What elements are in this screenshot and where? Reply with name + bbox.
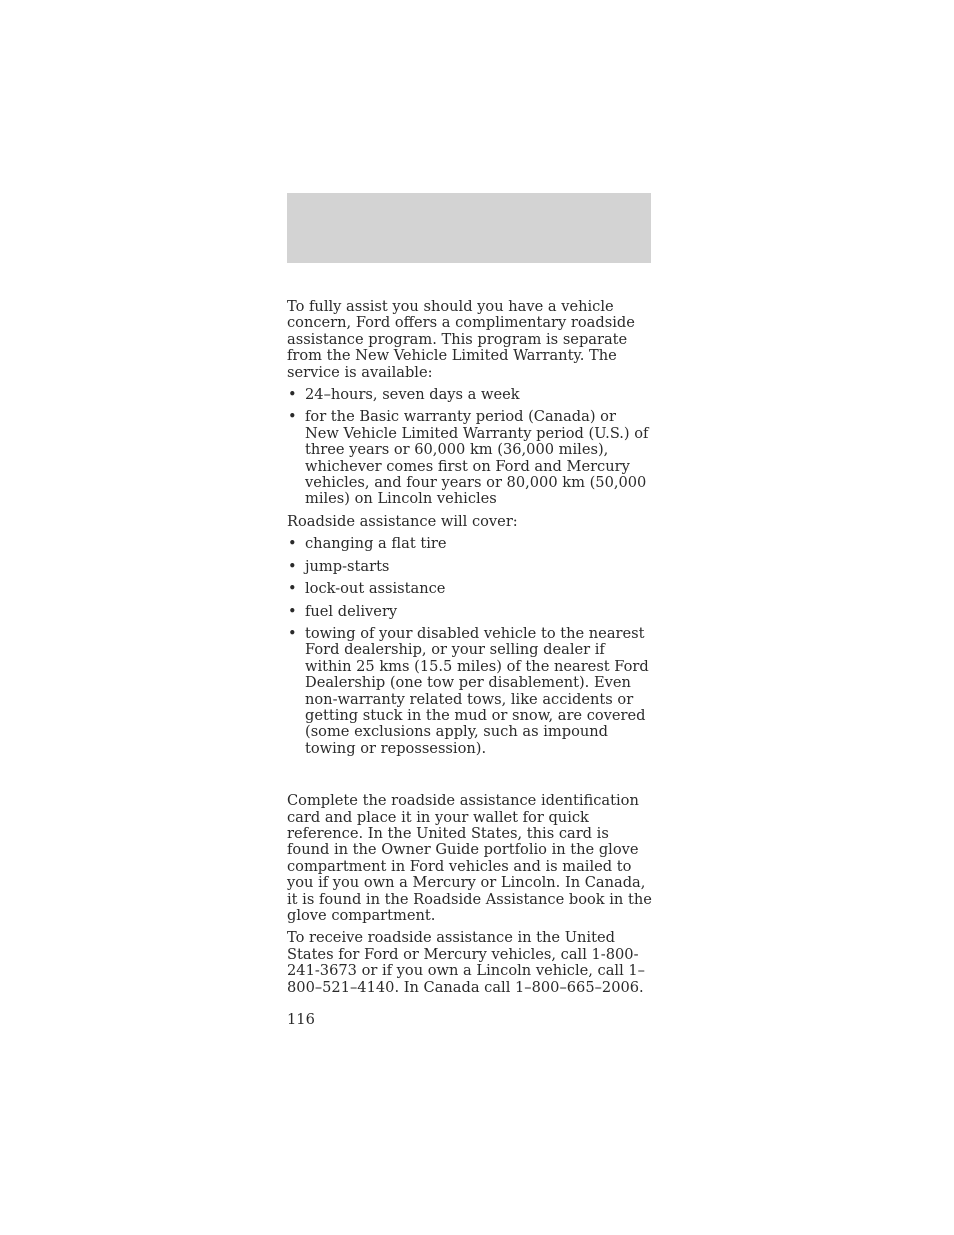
section-header-band — [287, 193, 651, 263]
phone-paragraph: To receive roadside assistance in the United States for Ford or Mercury vehicles, call 1-800-241-3673 or if you own a Lincoln vehicle, call 1–800–521–4140. In Canada call 1–800–665–2006. — [287, 929, 645, 996]
card-paragraph: Complete the roadside assistance identification card and place it in your wallet for quick reference. In the United States, this card is found in the Owner Guide portfolio in the glove compartment in Ford vehicles and is mailed to you if you own a Mercury or Lincoln. In Canada, it is found in the Roadside Assistance book in the glove compartment. — [287, 792, 652, 924]
list-item-text: jump-starts — [305, 557, 390, 575]
bullet-icon: • — [288, 580, 297, 598]
list-item — [287, 387, 653, 403]
availability-list — [287, 387, 653, 508]
page-content — [287, 299, 653, 1028]
bullet-icon: • — [288, 557, 297, 575]
list-item — [287, 626, 653, 757]
list-item-text: fuel delivery — [305, 602, 398, 620]
coverage-intro: Roadside assistance will cover: — [287, 512, 518, 530]
list-item-text: towing of your disabled vehicle to the nearest Ford dealership, or your selling dealer if within 25 kms (15.5 miles) of the nearest Ford Dealership (one tow per disablement). Even non-warranty related tows, like accidents or getting stuck in the mud or snow, are covered (some exclusions apply, such as impound towing or repossession). — [305, 624, 649, 757]
list-item-text: changing a flat tire — [305, 535, 447, 553]
intro-paragraph: To fully assist you should you have a vehicle concern, Ford offers a complimentary roadside assistance program. This program is separate from the New Vehicle Limited Warranty. The service is available: — [287, 298, 635, 381]
bullet-icon: • — [288, 408, 297, 426]
bullet-icon: • — [288, 535, 297, 553]
list-item — [287, 559, 653, 575]
page-number: 116 — [287, 1011, 315, 1029]
bullet-icon: • — [288, 624, 297, 642]
list-item-text: for the Basic warranty period (Canada) or New Vehicle Limited Warranty period (U.S.) of three years or 60,000 km (36,000 miles), whichever comes first on Ford and Mercury vehicles, and four years or 80,000 km (50,000 miles) on Lincoln vehicles — [305, 408, 649, 508]
list-item — [287, 604, 653, 620]
list-item-text: lock-out assistance — [305, 580, 446, 598]
section-spacer — [287, 763, 653, 793]
list-item — [287, 409, 653, 507]
list-item — [287, 536, 653, 552]
bullet-icon: • — [288, 386, 297, 404]
bullet-icon: • — [288, 602, 297, 620]
list-item — [287, 581, 653, 597]
list-item-text: 24–hours, seven days a week — [305, 386, 520, 404]
coverage-list — [287, 536, 653, 757]
